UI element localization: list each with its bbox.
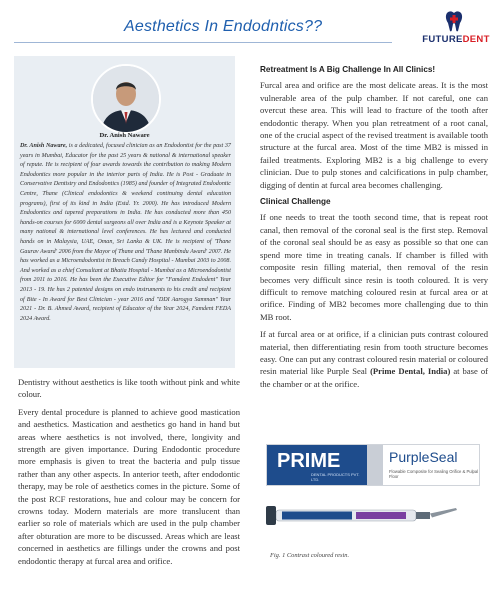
- author-name-lead: Dr. Anish Naware,: [20, 143, 68, 149]
- logo-text-future: FUTURE: [422, 34, 463, 45]
- contrast-text-bold: (Prime Dental, India): [370, 366, 451, 377]
- clinical-challenge-paragraph: If one needs to treat the tooth second time, that is repeat root canal, then removal of the coronal seal is the first step. Removal of the coronal seal should be as easy as possible so that one can spend more time in treating canals. If chamber is filled with composite resin filling material, then removal of the resin becomes very difficult since resin is tooth coloured. It is very difficult to remove matching coloured resin at furcal area or at orifice. Finding of MB2 becomes more challenging due to thin MB root.: [260, 212, 488, 322]
- brand-name: PRIME: [277, 450, 341, 472]
- intro-paragraph: Dentistry without aesthetics is like tooth without pink and white colour.: [18, 377, 240, 400]
- product-box-brand-panel: [267, 445, 367, 485]
- title-divider: [14, 42, 392, 43]
- body-paragraph: Every dental procedure is planned to achieve good mastication and aesthetics. Mastication and aesthetics go hand in hand but areas where aesthetics is not involved, there, longivity and strength are given importance. During Endodontic procedure more emphasis is given to treat the bacteria and pulp tissue rather than any other aspects. In anterior teeth, after endodontic therapy, may be role of aesthetics comes in the picture. Some of the post RCF restorations, hue and colour may be concern for crowns today. Modern materials are more translucent than earlier so role of materials which are used in the pulp chamber after obturation are more to be discussed. Areas which are least concerned in aesthetics are fillings under the crowns and post endodontic therapy at furcal area and orifice.: [18, 406, 240, 566]
- contrast-text-end: at base of the chamber or at the orifice.: [260, 366, 489, 389]
- section-heading-retreatment: Retreatment Is A Big Challenge In All Clinics!: [260, 65, 436, 74]
- tooth-logo-icon: [444, 10, 464, 32]
- logo-wordmark: [418, 34, 494, 45]
- product-subtitle: Flowable Composite for Sealing Orifice & Pulpal Floor: [389, 469, 479, 479]
- brand-subtitle: DENTAL PRODUCTS PVT. LTD.: [311, 472, 360, 482]
- retreatment-paragraph: Furcal area and orifice are the most delicate areas. It is the most vulnerable area of the pulp chamber. If not careful, one can overcut these area. This will lead to fracture of the tooth after endodontic therapy. When you plan retreatment of a root canal, one of the crucial aspect of the revised treatment is available tooth structure at the furcal area. Most of the time MB2 is missed in failed treatments. Exploring MB2 is a big challenge to every clinician. Due to pulp stones and calcifications in pulp chamber, digging of dentin at furcal area becomes challenging.: [260, 80, 488, 190]
- person-portrait-icon: [93, 66, 159, 132]
- contrast-material-paragraph: [260, 328, 488, 390]
- right-column: [260, 64, 488, 395]
- product-figure: [266, 440, 478, 558]
- product-box-divider: [367, 445, 383, 485]
- contrast-text-start: If at furcal area or at orifice, if a clinician puts contrast coloured material, then differentiating resin from tooth structure becomes easy. One can put any contrast coloured resin material or coloured resin material like Purple Seal: [260, 329, 488, 377]
- author-bio-box: [14, 56, 235, 368]
- author-bio-text: [20, 142, 231, 324]
- section-heading-clinical-challenge: Clinical Challenge: [260, 197, 331, 207]
- product-box: [266, 444, 480, 486]
- left-column: [18, 376, 240, 572]
- futuredent-logo: [418, 10, 494, 46]
- author-photo: [91, 64, 161, 134]
- logo-text-dent: DENT: [462, 34, 490, 45]
- author-bio-body: is a dedicated, focused clinician as an Endodontist for the past 37 years in Mumbai, Educator for the past 25 years & national & international speaker of repute. He is recipient of four awards towards the contribution to making Modern Endodontics more popular in the interior parts of India. He is Post - Graduate in Conservative Dentistry and Endodontics (1985) and founder of Integrated Endodontic Centre, Thane (Clinical endodontics & weekend continuing dental education programs), first of its kind in India (Estd. Yr. 2000). He has introduced Modern Endodontics and tapered preparations in India. He has conducted more than 450 hands-on courses for 6000 dental surgeons all over India and is a Keynote Speaker at many national & international level conferences. He has lectured and conducted hands on in Malaysia, UAE, Oman, Sri Lanka & UK. He is recipient of 'Thane Gaurav Award' 2006 from the Mayor of Thane and 'Thane Manbindu Award' 2007. He has worked as a Microendodontist in Breach Candy Hospital - Mumbai 2003 to 2008. And worked as a chief Consultant at Bhatia Hospital - Mumbai as a Microendodontist from 2011 to 2016. He has been the Executive Editor for "Famdent Endodent" Year 2013 - 19. He has 2 patented designs on endo instruments to his credit and recipient of Bite - In Award for Best Clinician - year 2016 and "DDI Aarogya Samman" Year 2021 - Dr. B. Ahmed Award, recipient of Educator of the Year 2024, Famdent FEDA 2024 Award.: [20, 143, 231, 322]
- page-title: Aesthetics In Endodntics??: [124, 18, 323, 35]
- product-name: PurpleSeal: [389, 449, 458, 465]
- figure-caption: Fig. 1 Contrast coloured resin.: [270, 552, 350, 559]
- author-name: Dr. Anish Naware: [99, 132, 150, 139]
- syringe-image: [266, 490, 478, 540]
